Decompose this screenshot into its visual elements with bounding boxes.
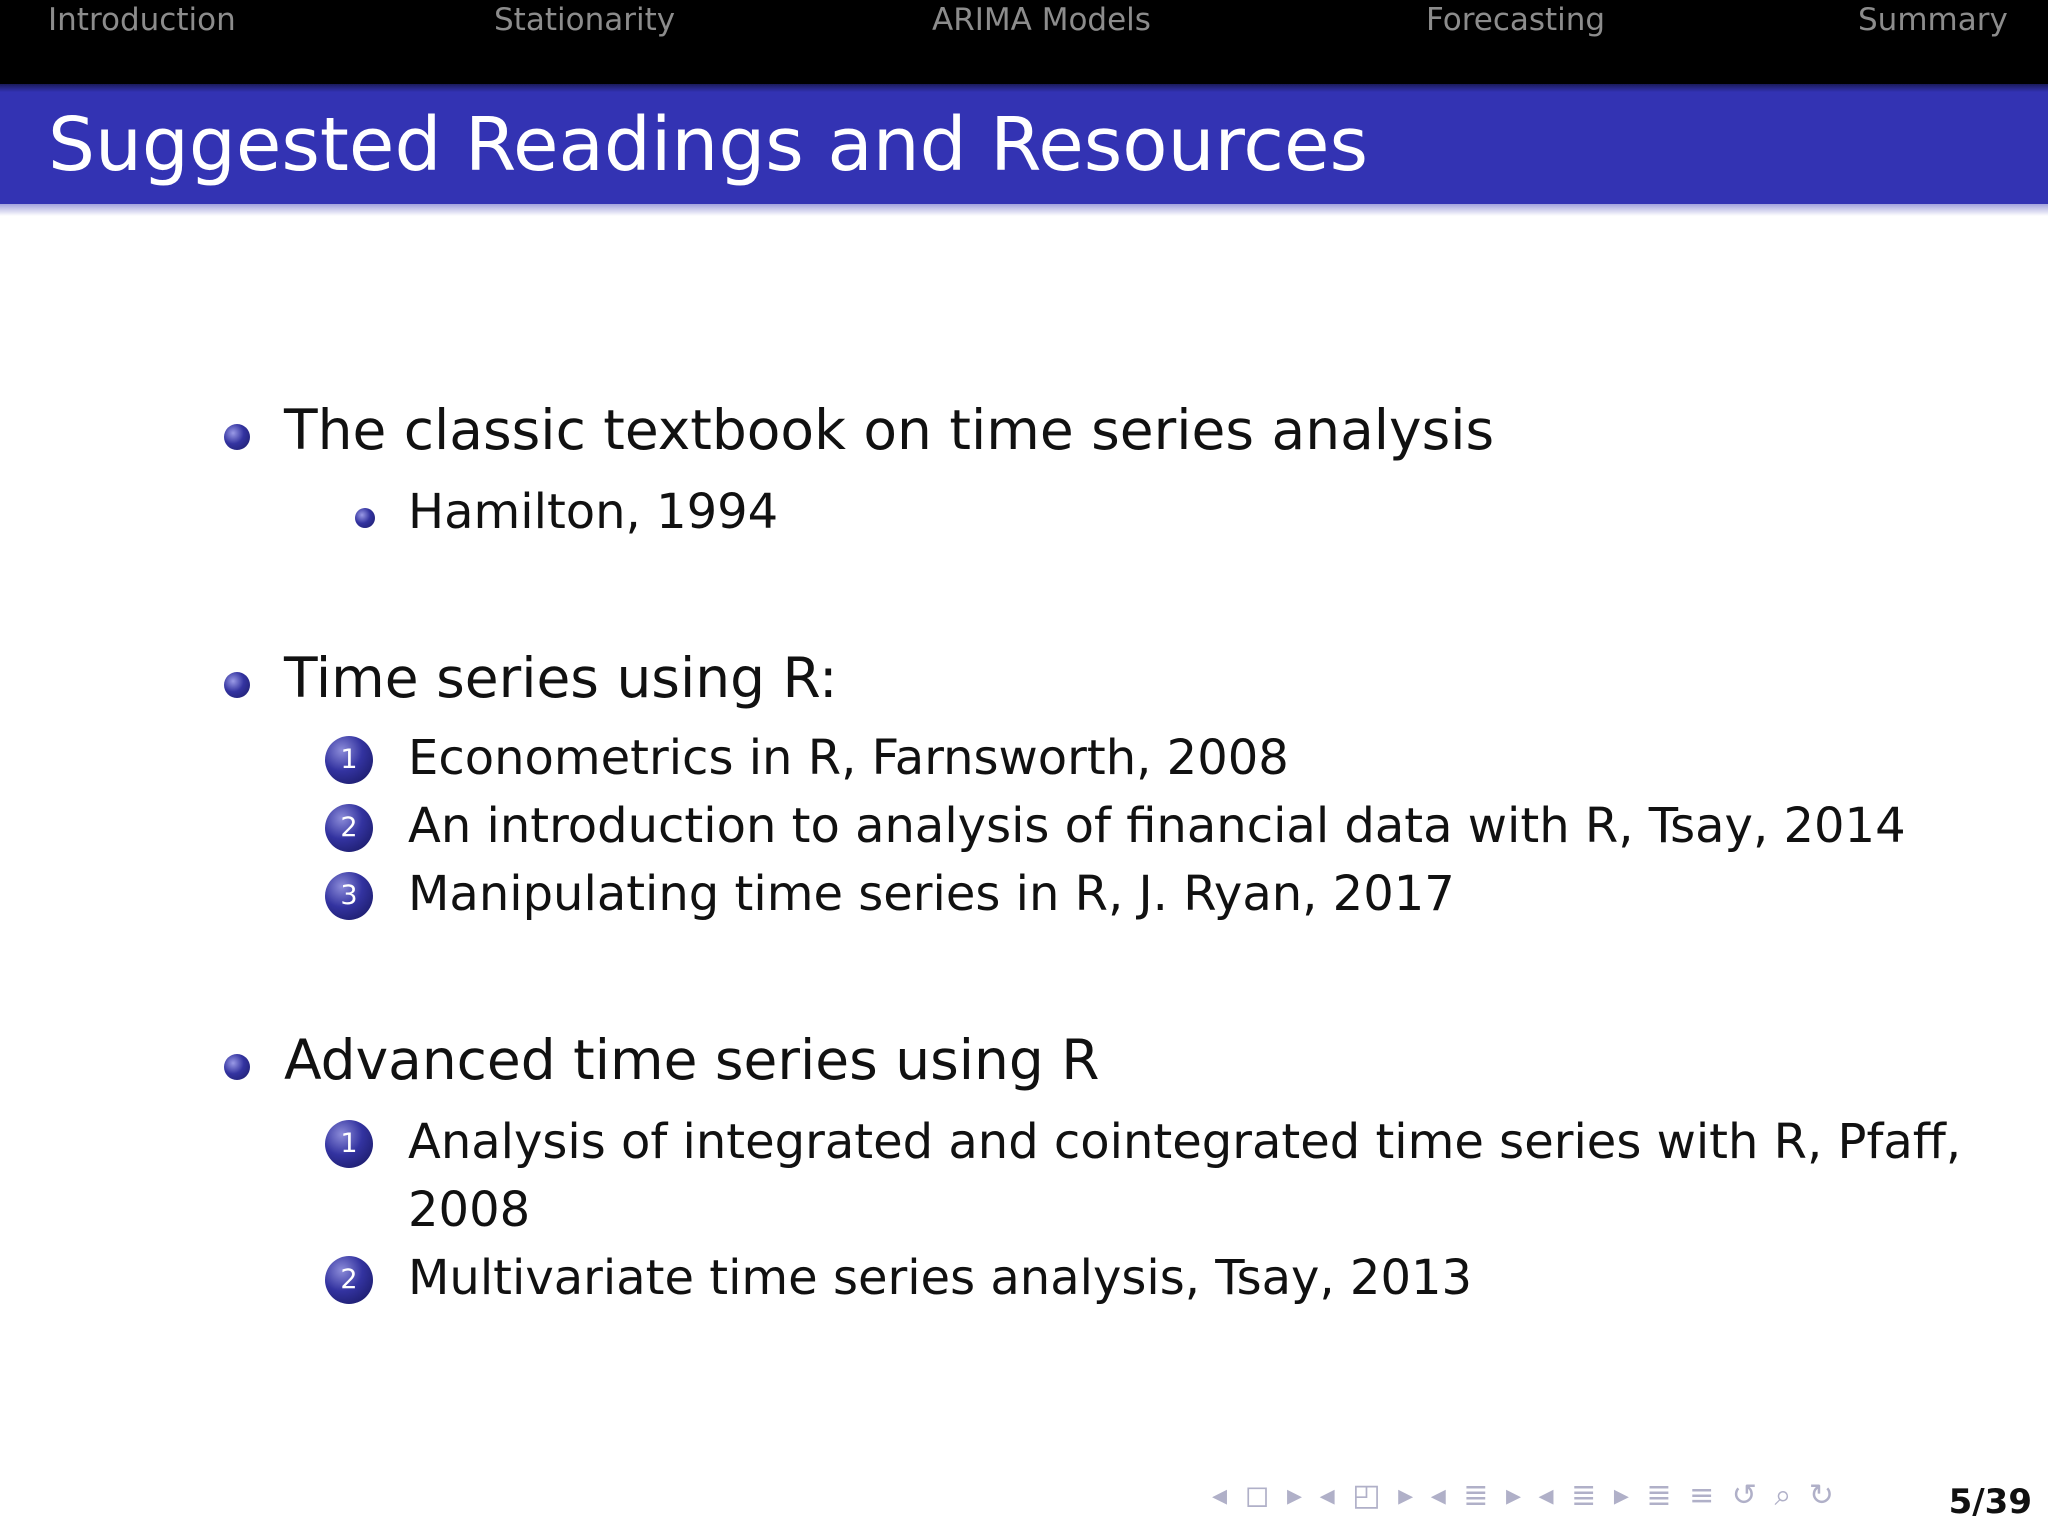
list-item: Econometrics in R, Farnsworth, 2008 [408, 730, 1289, 786]
number-badge: 1 [325, 736, 373, 784]
bullet-icon [224, 1054, 250, 1080]
nav-stationarity[interactable]: Stationarity [494, 2, 676, 38]
list-item: Hamilton, 1994 [408, 484, 779, 540]
sub-bullet-icon [355, 508, 375, 528]
list-item: Manipulating time series in R, J. Ryan, 2017 [408, 866, 1455, 922]
page-number: 5/39 [1948, 1482, 2032, 1522]
nav-summary[interactable]: Summary [1858, 2, 2008, 38]
list-item-continuation: 2008 [408, 1182, 531, 1238]
section-heading: Advanced time series using R [284, 1028, 1100, 1092]
number-badge: 2 [325, 804, 373, 852]
section-heading: The classic textbook on time series analysis [284, 398, 1495, 462]
bullet-icon [224, 672, 250, 698]
beamer-nav-controls[interactable]: ◂ ◻ ▸ ◂ ◰ ▸ ◂ ≣ ▸ ◂ ≣ ▸ ≣ ≡ ↺ ⌕ ↻ [1212, 1478, 1838, 1513]
slide-title: Suggested Readings and Resources [48, 102, 1369, 188]
section-heading: Time series using R: [284, 646, 838, 710]
number-badge: 1 [325, 1120, 373, 1168]
number-badge: 2 [325, 1256, 373, 1304]
list-item: Multivariate time series analysis, Tsay, 2013 [408, 1250, 1473, 1306]
nav-forecasting[interactable]: Forecasting [1426, 2, 1606, 38]
list-item: An introduction to analysis of financial data with R, Tsay, 2014 [408, 798, 1906, 854]
nav-arima-models[interactable]: ARIMA Models [932, 2, 1151, 38]
bullet-icon [224, 424, 250, 450]
number-badge: 3 [325, 872, 373, 920]
nav-introduction[interactable]: Introduction [48, 2, 236, 38]
list-item: Analysis of integrated and cointegrated time series with R, Pfaff, [408, 1114, 1962, 1170]
